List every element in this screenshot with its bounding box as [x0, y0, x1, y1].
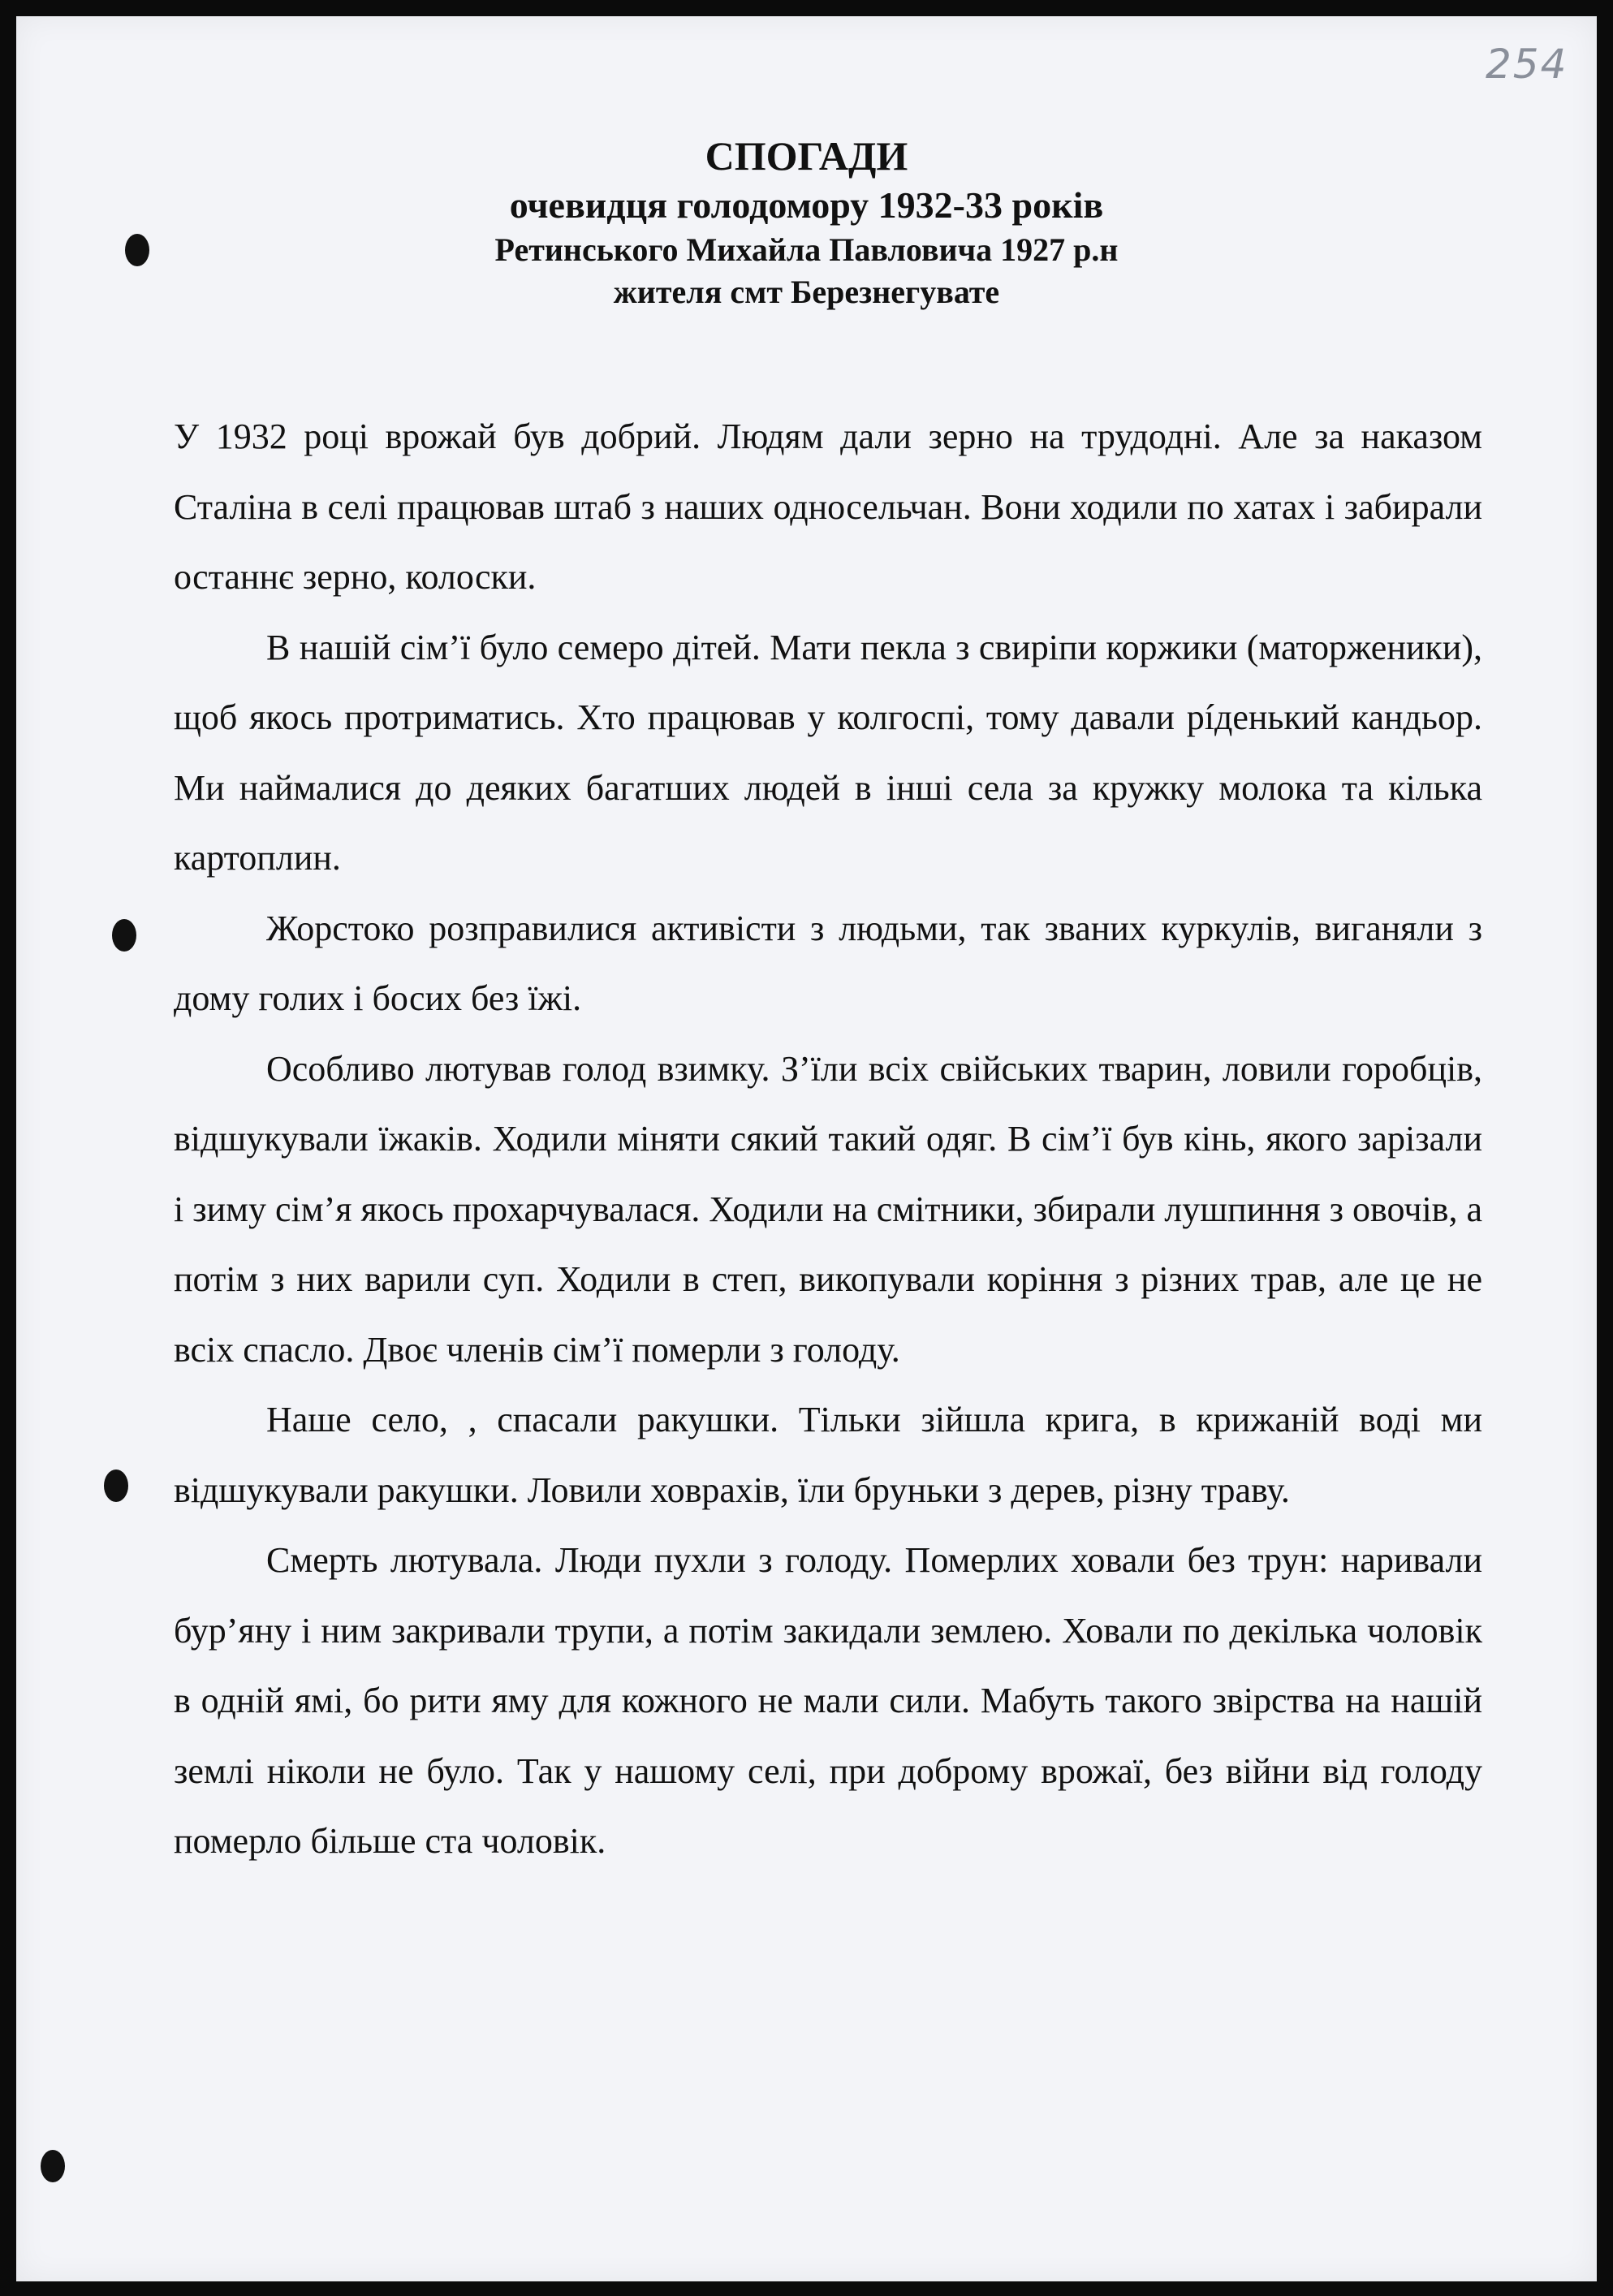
punch-hole: [41, 2150, 65, 2182]
document-page: [16, 16, 1597, 2281]
paragraph: Особливо лютував голод взимку. З’їли всіх свійських тварин, ловили горобців, відшукували їжаків. Ходили міняти сякий такий одяг. В сім’ї був кінь, якого зарізали і зиму сім’я якось прохарчувалася. Ходили на смітники, збирали лушпиння з овочів, а потім з них варили суп. Ходили в степ, викопували коріння з різних трав, але це не всіх спасло. Двоє членів сім’ї померли з голоду.: [174, 1048, 1482, 1370]
paragraph: Наше село, , спасали ракушки. Тільки зійшла крига, в крижаній воді ми відшукували ракушки. Ловили ховрахів, їли бруньки з дерев, різну траву.: [174, 1400, 1482, 1510]
residence-line: жителя смт Березнегувате: [613, 274, 1000, 310]
paragraph: У 1932 році врожай був добрий. Людям дали зерно на трудодні. Але за наказом Сталіна в селі працював штаб з наших односельчан. Вони ходили по хатах і забирали останнє зерно, колоски.: [174, 416, 1482, 597]
paragraph: Смерть лютувала. Люди пухли з голоду. Померлих ховали без трун: наривали бур’яну і ним закривали трупи, а потім закидали землею. Ховали по декілька чоловік в одній ямі, бо рити яму для кожного не мали сили. Мабуть такого звірства на нашій землі ніколи не було. Так у нашому селі, при доброму врожаї, без війни від голоду померло більше ста чоловік.: [174, 1540, 1482, 1861]
punch-hole: [104, 1470, 128, 1502]
punch-hole: [112, 919, 136, 952]
page-number: 254: [1486, 41, 1568, 88]
author-line: Ретинського Михайла Павловича 1927 р.н: [494, 231, 1119, 268]
paragraph: В нашій сім’ї було семеро дітей. Мати пекла з свиріпи коржики (маторженики), щоб якось протриматись. Хто працював у колгоспі, тому давали рíденький кандьор. Ми наймалися до деяких багатших людей в інші села за кружку молока та кілька картоплин.: [174, 627, 1482, 878]
document-body: [174, 402, 1482, 1877]
document-header: [16, 130, 1597, 313]
document-title: СПОГАДИ: [705, 133, 908, 179]
document-subtitle: очевидця голодомору 1932-33 років: [509, 184, 1104, 226]
paragraph: Жорстоко розправилися активісти з людьми, так званих куркулів, виганяли з дому голих і босих без їжі.: [174, 908, 1482, 1018]
